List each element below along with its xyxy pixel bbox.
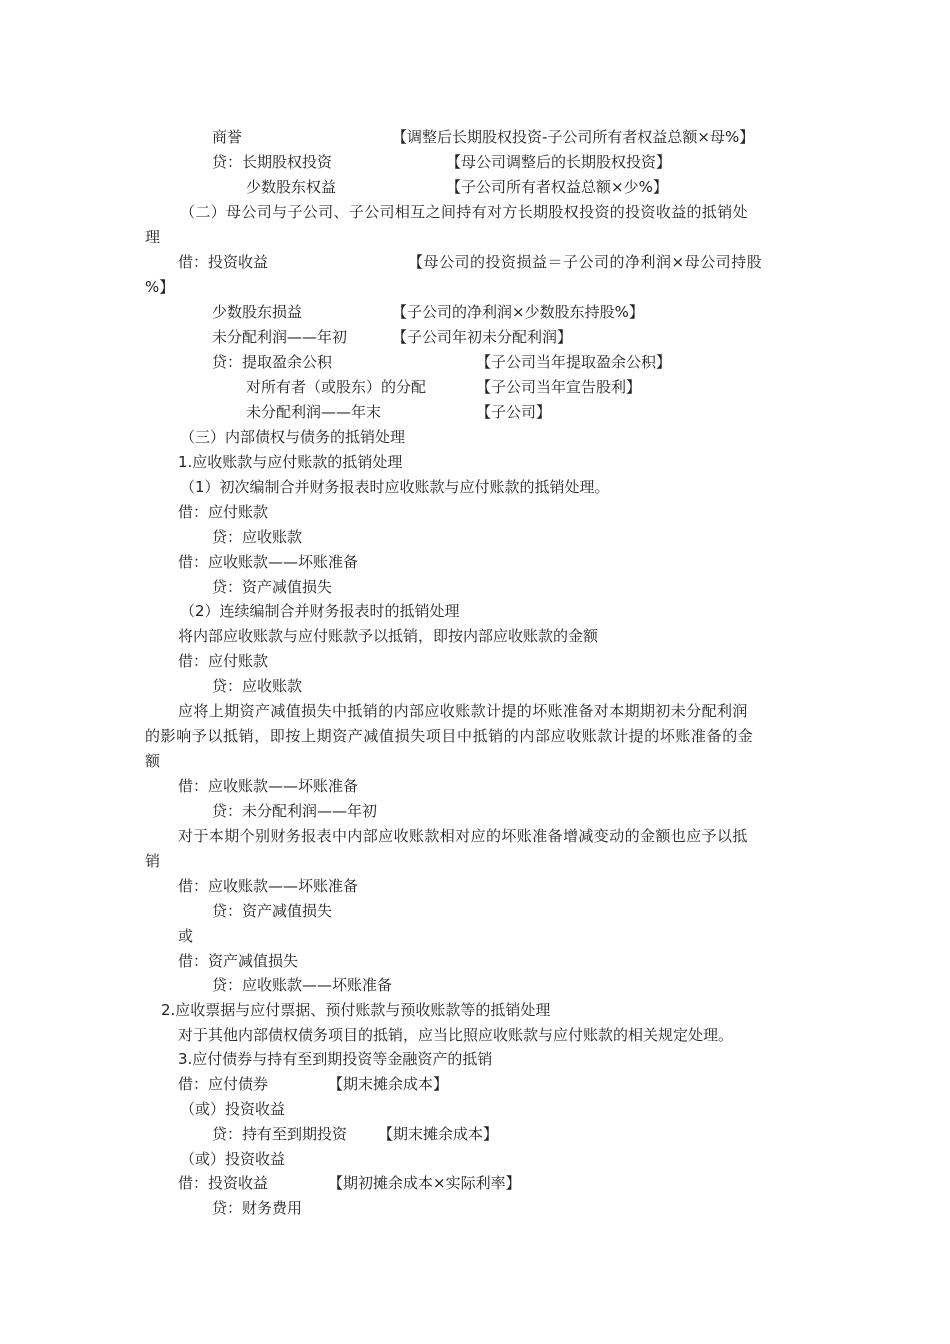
text-line: 【子公司当年提取盈余公积】 <box>476 353 672 371</box>
text-line: 【调整后长期股权投资-子公司所有者权益总额×母%】 <box>392 128 755 146</box>
text-line: 【母公司的投资损益＝子公司的净利润×母公司持股 <box>408 253 763 271</box>
text-line: 【期末摊余成本】 <box>328 1075 449 1093</box>
text-line: （或）投资收益 <box>180 1100 286 1118</box>
text-line: （1）初次编制合并财务报表时应收账款与应付账款的抵销处理。 <box>180 478 610 496</box>
text-line: 的影响予以抵销，即按上期资产减值损失项目中抵销的内部应收账款计提的坏账准备的金 <box>145 727 754 745</box>
text-line: 贷：应收账款 <box>212 528 303 546</box>
text-line: 对所有者（或股东）的分配 <box>246 378 427 396</box>
text-line: 商誉 <box>212 128 243 146</box>
text-line: 【子公司所有者权益总额×少%】 <box>446 178 668 196</box>
text-line: 未分配利润——年初 <box>212 328 348 346</box>
text-line: 对于其他内部债权债务项目的抵销，应当比照应收账款与应付账款的相关规定处理。 <box>178 1026 734 1044</box>
text-line: 额 <box>145 752 161 770</box>
text-line: 【期初摊余成本×实际利率】 <box>328 1174 521 1192</box>
text-line: 对于本期个别财务报表中内部应收账款相对应的坏账准备增减变动的金额也应予以抵 <box>178 827 748 845</box>
text-line: 理 <box>145 228 161 246</box>
text-line: 【子公司】 <box>476 403 552 421</box>
text-line: 借：投资收益 <box>178 1174 269 1192</box>
text-line: %】 <box>145 278 175 296</box>
text-line: （二）母公司与子公司、子公司相互之间持有对方长期股权投资的投资收益的抵销处 <box>180 203 748 221</box>
text-line: 贷：长期股权投资 <box>212 153 333 171</box>
text-line: （三）内部债权与债务的抵销处理 <box>180 428 406 446</box>
text-line: 应将上期资产减值损失中抵销的内部应收账款计提的坏账准备对本期期初未分配利润 <box>178 702 748 720</box>
text-line: 借：投资收益 <box>178 253 269 271</box>
text-line: 贷：资产减值损失 <box>212 902 333 920</box>
text-line: 借：应付账款 <box>178 503 269 521</box>
text-line: 借：应收账款——坏账准备 <box>178 553 359 571</box>
text-line: 【子公司的净利润×少数股东持股%】 <box>392 303 644 321</box>
text-line: 3.应付债券与持有至到期投资等金融资产的抵销 <box>178 1050 493 1068</box>
text-line: 2.应收票据与应付票据、预付账款与预收账款等的抵销处理 <box>161 1001 551 1019</box>
text-line: 未分配利润——年末 <box>246 403 382 421</box>
text-line: 借：应付债券 <box>178 1075 269 1093</box>
text-line: 贷：应收账款——坏账准备 <box>212 976 393 994</box>
text-line: 将内部应收账款与应付账款予以抵销，即按内部应收账款的金额 <box>178 627 599 645</box>
text-line: 贷：应收账款 <box>212 677 303 695</box>
text-line: （2）连续编制合并财务报表时的抵销处理 <box>180 602 460 620</box>
text-line: 【子公司年初未分配利润】 <box>392 328 573 346</box>
text-line: 【期末摊余成本】 <box>378 1125 499 1143</box>
text-line: （或）投资收益 <box>180 1150 286 1168</box>
text-line: 【母公司调整后的长期股权投资】 <box>446 153 672 171</box>
text-line: 贷：持有至到期投资 <box>212 1125 348 1143</box>
text-line: 借：应付账款 <box>178 652 269 670</box>
text-line: 借：资产减值损失 <box>178 952 299 970</box>
text-line: 或 <box>178 927 194 945</box>
text-line: 贷：资产减值损失 <box>212 578 333 596</box>
text-line: 贷：未分配利润——年初 <box>212 802 378 820</box>
text-line: 少数股东权益 <box>246 178 337 196</box>
text-line: 【子公司当年宣告股利】 <box>476 378 642 396</box>
text-line: 借：应收账款——坏账准备 <box>178 777 359 795</box>
text-line: 借：应收账款——坏账准备 <box>178 877 359 895</box>
text-line: 贷：财务费用 <box>212 1199 303 1217</box>
text-line: 贷：提取盈余公积 <box>212 353 333 371</box>
text-line: 销 <box>145 852 161 870</box>
text-line: 1.应收账款与应付账款的抵销处理 <box>178 453 403 471</box>
text-line: 少数股东损益 <box>212 303 303 321</box>
